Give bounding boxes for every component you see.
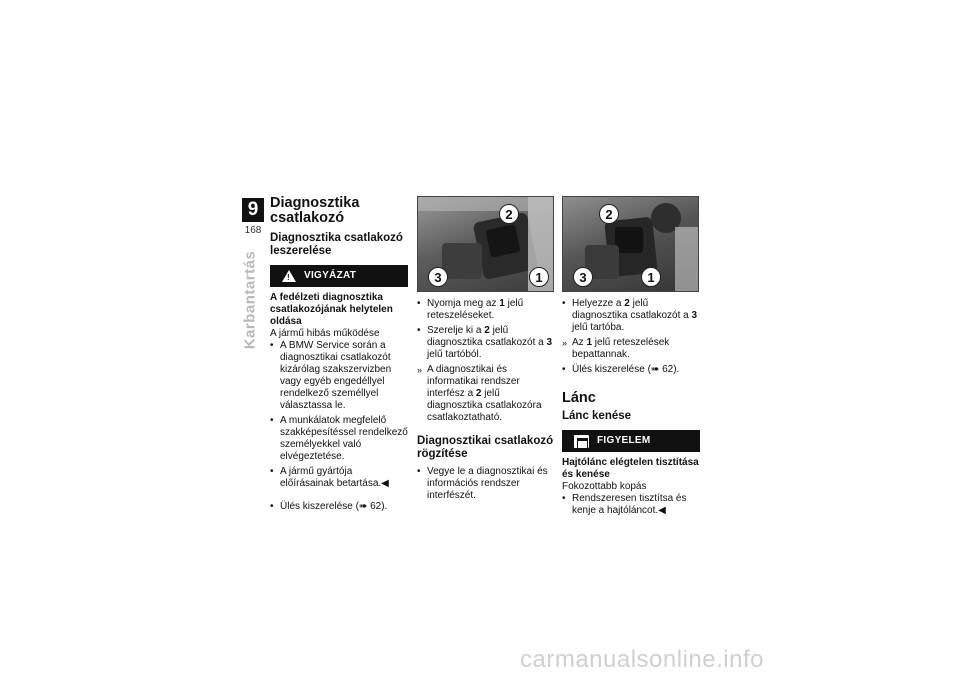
warning-box: [270, 265, 408, 287]
callout-1: 1: [529, 267, 549, 287]
page-title: Diagnosztika csatlakozó: [270, 195, 360, 226]
list-item: » A diagnosztikai és informatikai rendszer interfész a 2 jelű diagnosztika csatlakozóra csatlakoztatható.: [417, 364, 555, 424]
list-item: • Vegye le a diagnosztikai és információs rendszer interfészét.: [417, 466, 555, 502]
diagnostic-connector-photo-2: [562, 196, 699, 292]
chapter-tab: [242, 198, 264, 236]
notice-consequence: Fokozottabb kopás: [562, 481, 647, 492]
step-list: [562, 298, 700, 376]
step-text: Ülés kiszerelése (: [280, 501, 359, 512]
list-item: • A jármű gyártója előírásainak betartása.◀: [270, 466, 408, 490]
section-subtitle: Diagnosztika csatlakozó leszerelése: [270, 232, 403, 257]
list-item: • Helyezze a 2 jelű diagnosztika csatlakozót a 3 jelű tartóba.: [562, 298, 700, 334]
notice-icon: [574, 435, 589, 448]
diagnostic-connector-photo-1: [417, 196, 554, 292]
section-title: Diagnosztikai csatlakozó rögzítése: [417, 435, 554, 460]
callout-3: 3: [428, 267, 448, 287]
list-item: • Ülés kiszerelése (➠ 62).: [562, 364, 700, 376]
list-item: [270, 501, 408, 513]
callout-1: 1: [641, 267, 661, 287]
list-item: • A BMW Service során a diagnosztikai csatlakozót kizárólag szakszervizben vagy egyéb engedéllyel rendelkező személlyel választassa le.: [270, 340, 408, 412]
page-ref-link[interactable]: ➠ 62: [650, 364, 674, 375]
notice-list: [562, 493, 700, 517]
column-2: [417, 196, 555, 505]
notice-label: FIGYELEM: [597, 435, 651, 446]
list-item: • A munkálatok megfelelő szakképesítéssel rendelkező személyekkel való elvégeztetése.: [270, 415, 408, 463]
column-1: [270, 196, 408, 516]
step-list: [417, 298, 555, 424]
callout-2: 2: [499, 204, 519, 224]
list-item: • Rendszeresen tisztítsa és kenje a hajtóláncot.◀: [562, 493, 700, 517]
section-label-text: Karbantartás: [241, 250, 259, 350]
watermark: carmanualsonline.info: [520, 646, 764, 673]
warning-label: VIGYÁZAT: [304, 270, 357, 281]
chain-subtitle: Lánc kenése: [562, 410, 632, 422]
chapter-number: 9: [242, 198, 264, 222]
section-side-label: [240, 250, 260, 350]
step-list: [270, 501, 408, 513]
list-item: » Az 1 jelű reteszelések bepattannak.: [562, 337, 700, 361]
chain-title: Lánc: [562, 390, 596, 406]
warning-heading: A fedélzeti diagnosztika csatlakozójának helytelen oldása: [270, 292, 393, 327]
notice-heading: Hajtólánc elégtelen tisztítása és kenése: [562, 457, 699, 480]
callout-3: 3: [573, 267, 593, 287]
list-item: • Szerelje ki a 2 jelű diagnosztika csatlakozót a 3 jelű tartóból.: [417, 325, 555, 361]
warning-list: [270, 340, 408, 490]
warning-consequence: A jármű hibás működése: [270, 328, 380, 339]
step-list: [417, 466, 555, 502]
page-ref-link[interactable]: ➠ 62: [358, 501, 382, 512]
callout-2: 2: [599, 204, 619, 224]
list-item: • Nyomja meg az 1 jelű reteszeléseket.: [417, 298, 555, 322]
notice-box: [562, 430, 700, 452]
step-text: ).: [381, 501, 388, 512]
warning-icon: [282, 270, 296, 282]
column-3: [562, 196, 700, 520]
page-number: 168: [244, 225, 262, 236]
